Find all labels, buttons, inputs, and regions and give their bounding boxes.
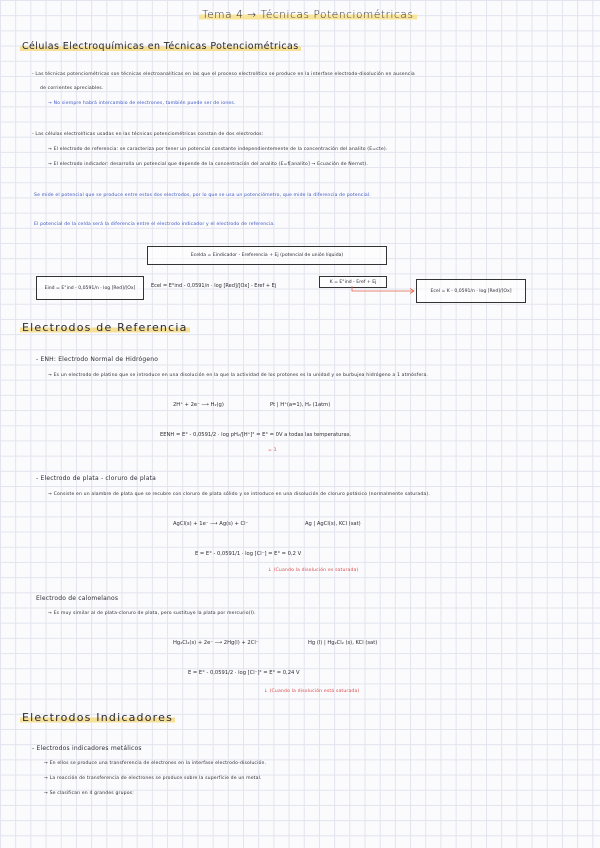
enh-reaction: 2H⁺ + 2e⁻ ⟶ H₂(g) xyxy=(173,402,224,408)
cell-potential-k-formula-box: Ecel = K - 0,0591/n · log [Red]/[Ox] xyxy=(416,279,526,303)
paragraph-subpoint: → En ellos se produce una transferencia de electrones en la interfase electrodo-disolución. xyxy=(44,761,267,766)
paragraph-subpoint: → Es un electrodo de platino que se introduce en una disolución en la que la actividad de los protones es la unidad y se burbujea hidrógeno a 1 atmósfera. xyxy=(48,373,429,378)
paragraph-subpoint: → Se clasifican en 4 grandes grupos: xyxy=(44,791,134,796)
section-heading-reference: Electrodos de Referencia xyxy=(22,321,188,334)
calomel-note: ↓ (Cuando la disolución está saturada) xyxy=(264,689,360,694)
silver-note: ↓ (Cuando la disolución es saturada) xyxy=(268,568,359,573)
silver-cell-notation: Ag | AgCl(s), KCl (sat) xyxy=(305,521,361,527)
paragraph-line: El potencial de la celda será la diferencia entre el electrodo indicador y el electrodo de referencia. xyxy=(34,222,275,227)
cell-potential-formula-box: Ecelda = Eindicador - Ereferencia + Ej (potencial de unión líquida) xyxy=(147,246,387,265)
paragraph-subpoint: → El electrodo indicador: desarrolla un potencial que depende de la concentración del analito (E=f[analito] → Ecuación de Nernst). xyxy=(48,162,368,167)
page-title: Tema 4 → Técnicas Potenciométricas xyxy=(199,9,417,21)
silver-reaction: AgCl(s) + 1e⁻ ⟶ Ag(s) + Cl⁻ xyxy=(173,521,249,527)
subheading-metal-indicators: - Electrodos indicadores metálicos xyxy=(32,745,142,752)
constant-k-formula-box: K = E°ind - Eref + Ej xyxy=(319,276,387,288)
paragraph-subpoint: → El electrodo de referencia: se caracteriza por tener un potencial constante independientemente de la concentración del analito (E=cte). xyxy=(48,147,388,152)
subheading-calomel: Electrodo de calomelanos xyxy=(36,595,119,602)
enh-note: = 1 xyxy=(268,448,277,453)
section-heading-cells: Células Electroquímicas en Técnicas Potenciométricas xyxy=(22,41,299,52)
enh-nernst-equation: EENH = E° - 0,0591/2 · log pH₂/[H⁺]² = E° = 0V a todas las temperaturas. xyxy=(160,432,352,438)
paragraph-line: - Las técnicas potenciométricas son técnicas electroanalíticas en las que el proceso electrolítico se produce en la interfase electrodo-disolución en ausencia xyxy=(32,72,415,77)
subheading-silver-chloride: - Electrodo de plata - cloruro de plata xyxy=(36,475,157,482)
paragraph-line: Se mide el potencial que se produce entre estos dos electrodos, por lo que se usa un potenciómetro, que mide la diferencia de potencial. xyxy=(34,193,371,198)
calomel-cell-notation: Hg (l) | Hg₂Cl₂ (s), KCl (sat) xyxy=(308,640,378,646)
section-heading-indicators: Electrodos Indicadores xyxy=(22,711,174,724)
calomel-reaction: Hg₂Cl₂(s) + 2e⁻ ⟶ 2Hg(l) + 2Cl⁻ xyxy=(173,640,259,646)
paragraph-line: - Las células electrolíticas usadas en las técnicas potenciométricas constan de dos electrodos: xyxy=(32,132,264,137)
enh-cell-notation: Pt | H⁺(a=1), H₂ (1atm) xyxy=(270,402,331,408)
indicator-potential-formula-box: Eind = E°ind - 0,0591/n · log [Red]/[Ox] xyxy=(36,276,144,300)
paragraph-line: de corrientes apreciables. xyxy=(40,86,104,91)
silver-nernst-equation: E = E° - 0,0591/1 · log [Cl⁻] = E° = 0,2 V xyxy=(195,551,302,557)
calomel-nernst-equation: E = E° - 0,0591/2 · log [Cl⁻]² = E° = 0,24 V xyxy=(188,670,300,676)
subheading-enh: - ENH: Electrodo Normal de Hidrógeno xyxy=(36,356,159,363)
paragraph-subpoint: → Es muy similar al de plata-cloruro de plata, pero sustituye la plata por mercurio(I). xyxy=(48,611,256,616)
paragraph-subpoint: → Consiste en un alambre de plata que se recubre con cloruro de plata sólido y se introduce en una disolución de cloruro potásico (normalmente saturada). xyxy=(48,492,430,497)
paragraph-subpoint: → La reacción de transferencia de electrones se produce sobre la superficie de un metal. xyxy=(44,776,262,781)
paragraph-subpoint: → No siempre habrá intercambio de electrones, también puede ser de iones. xyxy=(48,101,236,106)
cell-potential-expanded-formula: Ecel = E°ind - 0,0591/n · log [Red]/[Ox] - Eref + Ej xyxy=(151,283,277,289)
